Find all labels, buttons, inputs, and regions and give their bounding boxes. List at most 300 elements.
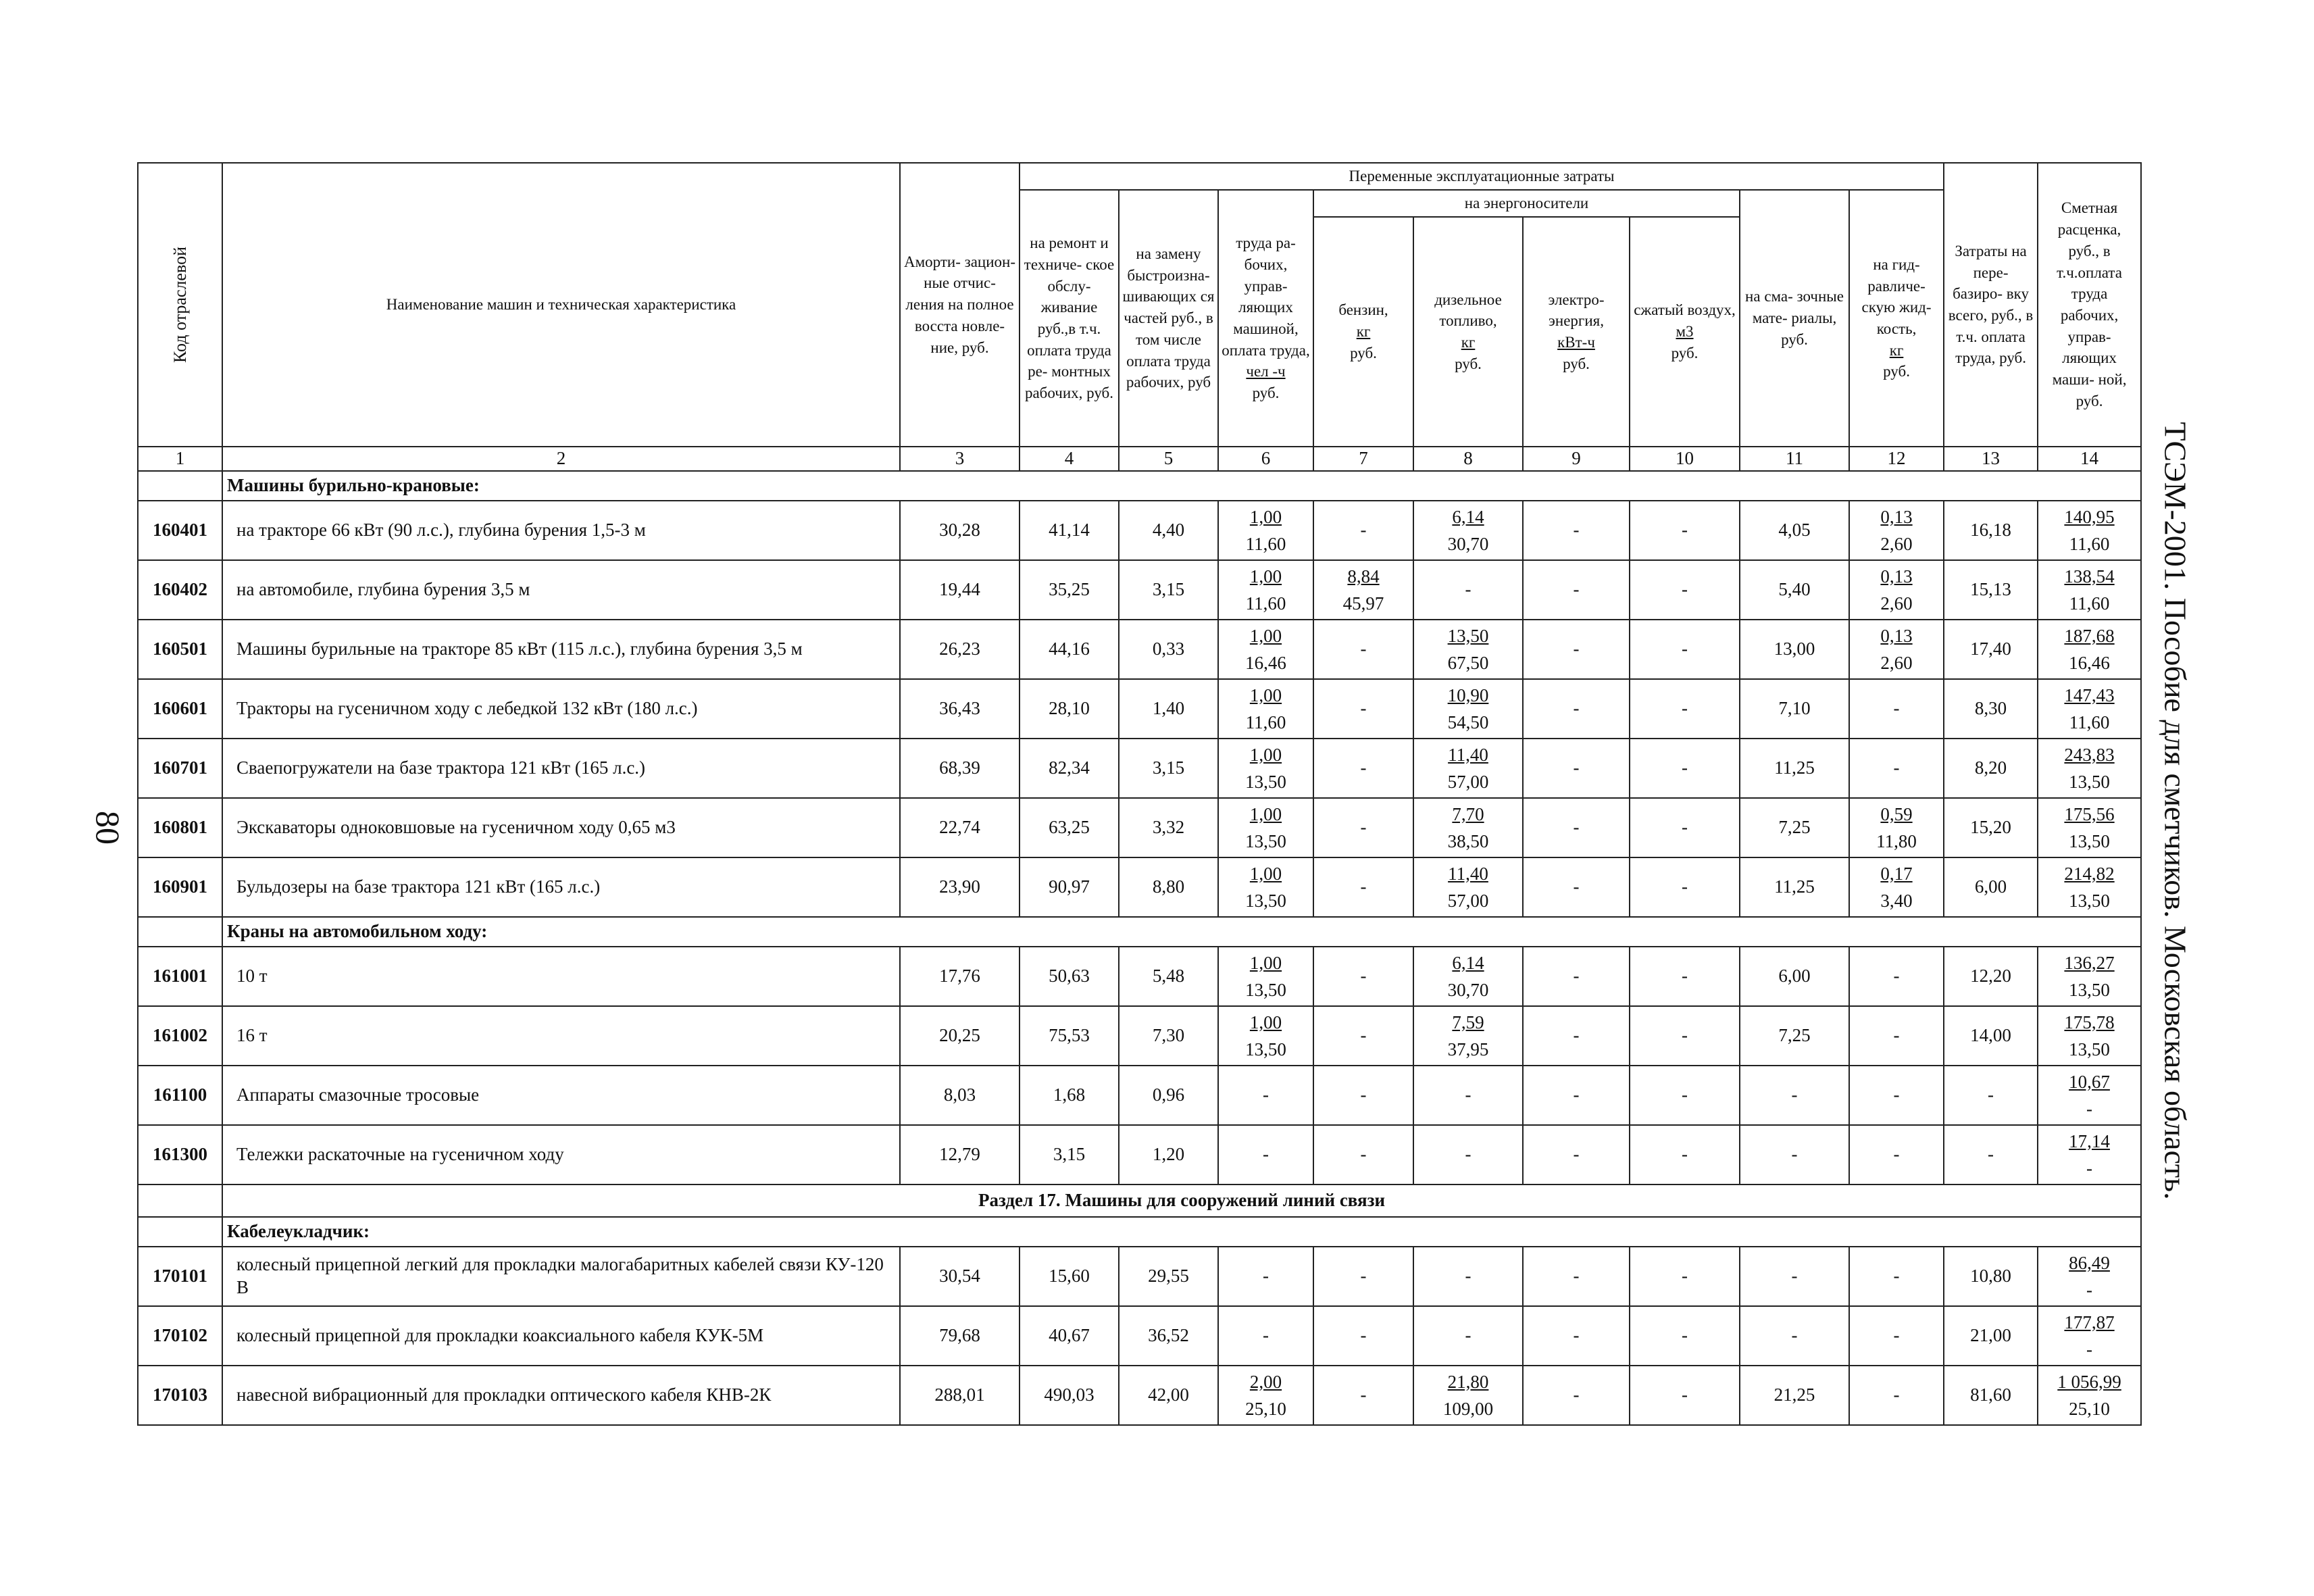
petrol-value: - (1313, 1006, 1413, 1066)
hydraulic-top-value: 0,59 (1880, 803, 1913, 824)
diesel-value: - (1413, 1247, 1523, 1306)
diesel-value: - (1413, 560, 1523, 620)
machine-code: 160701 (138, 739, 222, 798)
amort-value: 23,90 (900, 857, 1020, 917)
header-labor: труда ра- бочих, управ- ляющих машиной, оплата труда, чел -ч руб. (1218, 190, 1313, 447)
estimate-top-value: 1 056,99 (2057, 1371, 2121, 1392)
col-number: 14 (2038, 447, 2141, 471)
labor-value: - (1218, 1306, 1313, 1366)
machine-code: 160801 (138, 798, 222, 857)
air-value: - (1630, 798, 1740, 857)
electric-value: - (1523, 947, 1630, 1006)
machine-name: 16 т (222, 1006, 900, 1066)
machine-code: 160401 (138, 501, 222, 560)
replace-value: 36,52 (1119, 1306, 1218, 1366)
diesel-top-value: 11,40 (1448, 744, 1488, 765)
labor-cell (1218, 501, 1313, 560)
estimate-cell (2038, 1066, 2141, 1125)
hydraulic-top-value: 0,13 (1880, 566, 1913, 587)
diesel-cell (1413, 501, 1523, 560)
estimate-bottom-value: - (2086, 1339, 2093, 1360)
diesel-cell (1413, 1366, 1523, 1425)
air-value: - (1630, 739, 1740, 798)
lubricants-value: - (1740, 1306, 1849, 1366)
section-row (138, 471, 2141, 501)
estimate-cell (2038, 1366, 2141, 1425)
labor-value: - (1218, 1125, 1313, 1184)
replace-value: 4,40 (1119, 501, 1218, 560)
electric-value: - (1523, 1066, 1630, 1125)
estimate-bottom-value: - (2086, 1157, 2093, 1178)
labor-top-value: 1,00 (1249, 803, 1282, 824)
amort-value: 8,03 (900, 1066, 1020, 1125)
machine-name: Аппараты смазочные тросовые (222, 1066, 900, 1125)
table-row (138, 560, 2141, 620)
hydraulic-value: - (1849, 1247, 1944, 1306)
estimate-bottom-value: 11,60 (2069, 593, 2110, 614)
diesel-value: - (1413, 1306, 1523, 1366)
electric-value: - (1523, 739, 1630, 798)
machine-name: Бульдозеры на базе трактора 121 кВт (165 л.с.) (222, 857, 900, 917)
diesel-top-value: 7,70 (1452, 803, 1484, 824)
diesel-cell (1413, 679, 1523, 739)
estimate-bottom-value: 13,50 (2069, 830, 2110, 851)
table-row (138, 947, 2141, 1006)
estimate-bottom-value: 13,50 (2069, 771, 2110, 792)
estimate-top-value: 177,87 (2064, 1312, 2115, 1332)
repair-value: 90,97 (1020, 857, 1119, 917)
petrol-value: - (1313, 947, 1413, 1006)
air-value: - (1630, 1247, 1740, 1306)
table-row (138, 739, 2141, 798)
labor-cell (1218, 857, 1313, 917)
machine-code: 161100 (138, 1066, 222, 1125)
machine-code: 170101 (138, 1247, 222, 1306)
labor-cell (1218, 620, 1313, 679)
header-variable-costs: Переменные эксплуатационные затраты (1020, 163, 1944, 190)
section-code-blank (138, 471, 222, 501)
section-title: Машины бурильно-крановые: (222, 471, 2141, 501)
amort-value: 36,43 (900, 679, 1020, 739)
petrol-value: - (1313, 739, 1413, 798)
electric-value: - (1523, 1125, 1630, 1184)
diesel-cell (1413, 947, 1523, 1006)
repair-value: 82,34 (1020, 739, 1119, 798)
diesel-cell (1413, 620, 1523, 679)
electric-value: - (1523, 1247, 1630, 1306)
header-electric: электро- энергия, кВт-ч руб. (1523, 217, 1630, 447)
electric-value: - (1523, 501, 1630, 560)
electric-value: - (1523, 1006, 1630, 1066)
col-number: 13 (1944, 447, 2038, 471)
header-code: Код отраслевой (138, 163, 222, 447)
amort-value: 20,25 (900, 1006, 1020, 1066)
amort-value: 68,39 (900, 739, 1020, 798)
header-name: Наименование машин и техническая характеристика (222, 163, 900, 447)
air-value: - (1630, 1006, 1740, 1066)
electric-value: - (1523, 857, 1630, 917)
table-row (138, 501, 2141, 560)
hydraulic-top-value: 0,13 (1880, 625, 1913, 646)
header-air: сжатый воздух, м3 руб. (1630, 217, 1740, 447)
relocation-value: 8,20 (1944, 739, 2038, 798)
diesel-bottom-value: 109,00 (1442, 1398, 1494, 1419)
col-number: 11 (1740, 447, 1849, 471)
machine-name: колесный прицепной легкий для прокладки малогабаритных кабелей связи КУ-120 В (222, 1247, 900, 1306)
diesel-bottom-value: 38,50 (1447, 830, 1489, 851)
petrol-value: - (1313, 857, 1413, 917)
relocation-value: 6,00 (1944, 857, 2038, 917)
diesel-top-value: 6,14 (1452, 952, 1484, 973)
air-value: - (1630, 560, 1740, 620)
repair-value: 50,63 (1020, 947, 1119, 1006)
hydraulic-bottom-value: 2,60 (1880, 593, 1913, 614)
replace-value: 3,32 (1119, 798, 1218, 857)
amort-value: 19,44 (900, 560, 1020, 620)
hydraulic-cell (1849, 798, 1944, 857)
replace-value: 0,33 (1119, 620, 1218, 679)
labor-top-value: 1,00 (1249, 952, 1282, 973)
hydraulic-top-value: 0,17 (1880, 863, 1913, 884)
table-row (138, 1125, 2141, 1184)
repair-value: 63,25 (1020, 798, 1119, 857)
hydraulic-value: - (1849, 1306, 1944, 1366)
relocation-value: 21,00 (1944, 1306, 2038, 1366)
labor-cell (1218, 739, 1313, 798)
diesel-top-value: 21,80 (1447, 1371, 1489, 1392)
col-number: 9 (1523, 447, 1630, 471)
estimate-top-value: 147,43 (2064, 684, 2115, 705)
header-repair: на ремонт и техниче- ское обслу- живание руб.,в т.ч. оплата труда ре- монтных рабочих, руб. (1020, 190, 1119, 447)
diesel-bottom-value: 30,70 (1447, 533, 1489, 554)
lubricants-value: 5,40 (1740, 560, 1849, 620)
section-code-blank (138, 917, 222, 947)
amort-value: 22,74 (900, 798, 1020, 857)
electric-value: - (1523, 1366, 1630, 1425)
estimate-bottom-value: - (2086, 1098, 2093, 1119)
hydraulic-cell (1849, 620, 1944, 679)
replace-value: 5,48 (1119, 947, 1218, 1006)
hydraulic-value: - (1849, 1006, 1944, 1066)
estimate-cell (2038, 501, 2141, 560)
estimate-top-value: 175,78 (2064, 1012, 2115, 1032)
estimate-cell (2038, 1006, 2141, 1066)
lubricants-value: - (1740, 1066, 1849, 1125)
labor-bottom-value: 13,50 (1245, 979, 1286, 1000)
machine-code: 170102 (138, 1306, 222, 1366)
hydraulic-bottom-value: 2,60 (1880, 533, 1913, 554)
diesel-bottom-value: 54,50 (1447, 712, 1489, 732)
hydraulic-value: - (1849, 1125, 1944, 1184)
electric-value: - (1523, 560, 1630, 620)
lubricants-value: - (1740, 1125, 1849, 1184)
labor-top-value: 1,00 (1249, 566, 1282, 587)
replace-value: 3,15 (1119, 560, 1218, 620)
diesel-top-value: 13,50 (1447, 625, 1489, 646)
labor-cell (1218, 798, 1313, 857)
estimate-top-value: 243,83 (2064, 744, 2115, 765)
lubricants-value: 21,25 (1740, 1366, 1849, 1425)
estimate-top-value: 175,56 (2064, 803, 2115, 824)
machine-name: колесный прицепной для прокладки коаксиального кабеля КУК-5М (222, 1306, 900, 1366)
machine-code: 160901 (138, 857, 222, 917)
machine-name: Экскаваторы одноковшовые на гусеничном ходу 0,65 м3 (222, 798, 900, 857)
estimate-bottom-value: 11,60 (2069, 712, 2110, 732)
replace-value: 8,80 (1119, 857, 1218, 917)
machine-cost-table (137, 162, 2142, 1426)
diesel-cell (1413, 1006, 1523, 1066)
lubricants-value: 4,05 (1740, 501, 1849, 560)
hydraulic-bottom-value: 11,80 (1876, 830, 1917, 851)
col-number: 5 (1119, 447, 1218, 471)
relocation-value: 12,20 (1944, 947, 2038, 1006)
electric-value: - (1523, 620, 1630, 679)
electric-value: - (1523, 679, 1630, 739)
machine-code: 160601 (138, 679, 222, 739)
labor-bottom-value: 11,60 (1245, 712, 1286, 732)
header-hydraulic: на гид- равличе- скую жид- кость, кг руб. (1849, 190, 1944, 447)
diesel-bottom-value: 37,95 (1447, 1039, 1489, 1059)
amort-value: 26,23 (900, 620, 1020, 679)
labor-top-value: 2,00 (1249, 1371, 1282, 1392)
petrol-value: - (1313, 1306, 1413, 1366)
table-row (138, 857, 2141, 917)
hydraulic-cell (1849, 857, 1944, 917)
amort-value: 30,54 (900, 1247, 1020, 1306)
labor-bottom-value: 13,50 (1245, 771, 1286, 792)
diesel-value: - (1413, 1066, 1523, 1125)
estimate-bottom-value: 25,10 (2069, 1398, 2110, 1419)
repair-value: 44,16 (1020, 620, 1119, 679)
labor-top-value: 1,00 (1249, 625, 1282, 646)
table-row (138, 798, 2141, 857)
petrol-value: - (1313, 620, 1413, 679)
estimate-bottom-value: 16,46 (2069, 652, 2110, 673)
relocation-value: 8,30 (1944, 679, 2038, 739)
diesel-cell (1413, 857, 1523, 917)
replace-value: 7,30 (1119, 1006, 1218, 1066)
header-relocation: Затраты на пере- базиро- вку всего, руб., в т.ч. оплата труда, руб. (1944, 163, 2038, 447)
table-row (138, 620, 2141, 679)
replace-value: 42,00 (1119, 1366, 1218, 1425)
electric-value: - (1523, 798, 1630, 857)
machine-name: Машины бурильные на тракторе 85 кВт (115 л.с.), глубина бурения 3,5 м (222, 620, 900, 679)
petrol-top-value: 8,84 (1347, 566, 1380, 587)
petrol-value: - (1313, 1125, 1413, 1184)
section-code-blank (138, 1217, 222, 1247)
estimate-top-value: 140,95 (2064, 506, 2115, 527)
side-title: ТСЭМ-2001. Пособие для сметчиков. Московская область. (2158, 422, 2193, 1200)
labor-top-value: 1,00 (1249, 1012, 1282, 1032)
table-row (138, 1066, 2141, 1125)
replace-value: 1,20 (1119, 1125, 1218, 1184)
air-value: - (1630, 1306, 1740, 1366)
diesel-cell (1413, 739, 1523, 798)
estimate-cell (2038, 1306, 2141, 1366)
petrol-value: - (1313, 679, 1413, 739)
lubricants-value: 7,10 (1740, 679, 1849, 739)
diesel-bottom-value: 57,00 (1447, 890, 1489, 911)
labor-value: - (1218, 1066, 1313, 1125)
relocation-value: 15,20 (1944, 798, 2038, 857)
estimate-cell (2038, 947, 2141, 1006)
air-value: - (1630, 679, 1740, 739)
petrol-value: - (1313, 501, 1413, 560)
estimate-cell (2038, 1125, 2141, 1184)
estimate-cell (2038, 739, 2141, 798)
replace-value: 0,96 (1119, 1066, 1218, 1125)
estimate-top-value: 17,14 (2069, 1130, 2110, 1151)
col-number: 3 (900, 447, 1020, 471)
labor-cell (1218, 560, 1313, 620)
repair-value: 75,53 (1020, 1006, 1119, 1066)
diesel-value: - (1413, 1125, 1523, 1184)
section-row (138, 1217, 2141, 1247)
amort-value: 12,79 (900, 1125, 1020, 1184)
table-row (138, 1306, 2141, 1366)
hydraulic-cell (1849, 560, 1944, 620)
machine-code: 161300 (138, 1125, 222, 1184)
relocation-value: 10,80 (1944, 1247, 2038, 1306)
relocation-value: 15,13 (1944, 560, 2038, 620)
machine-code: 170103 (138, 1366, 222, 1425)
table-row (138, 1006, 2141, 1066)
hydraulic-bottom-value: 2,60 (1880, 652, 1913, 673)
replace-value: 3,15 (1119, 739, 1218, 798)
lubricants-value: 11,25 (1740, 857, 1849, 917)
air-value: - (1630, 1066, 1740, 1125)
repair-value: 490,03 (1020, 1366, 1119, 1425)
column-number-row (138, 447, 2141, 471)
diesel-top-value: 10,90 (1447, 684, 1489, 705)
estimate-top-value: 10,67 (2069, 1071, 2110, 1092)
replace-value: 29,55 (1119, 1247, 1218, 1306)
relocation-value: 81,60 (1944, 1366, 2038, 1425)
estimate-bottom-value: 13,50 (2069, 979, 2110, 1000)
labor-bottom-value: 11,60 (1245, 533, 1286, 554)
petrol-cell (1313, 560, 1413, 620)
hydraulic-cell (1849, 501, 1944, 560)
section-title: Краны на автомобильном ходу: (222, 917, 2141, 947)
machine-name: Сваепогружатели на базе трактора 121 кВт (165 л.с.) (222, 739, 900, 798)
labor-cell (1218, 1006, 1313, 1066)
air-value: - (1630, 947, 1740, 1006)
part-title: Раздел 17. Машины для сооружений линий связи (222, 1184, 2141, 1217)
header-petrol: бензин, кг руб. (1313, 217, 1413, 447)
labor-cell (1218, 1366, 1313, 1425)
repair-value: 35,25 (1020, 560, 1119, 620)
col-number: 6 (1218, 447, 1313, 471)
col-number: 12 (1849, 447, 1944, 471)
estimate-bottom-value: 13,50 (2069, 1039, 2110, 1059)
repair-value: 1,68 (1020, 1066, 1119, 1125)
estimate-cell (2038, 1247, 2141, 1306)
machine-code: 160501 (138, 620, 222, 679)
estimate-top-value: 86,49 (2069, 1252, 2110, 1273)
hydraulic-value: - (1849, 739, 1944, 798)
amort-value: 79,68 (900, 1306, 1020, 1366)
col-number: 2 (222, 447, 900, 471)
relocation-value: - (1944, 1125, 2038, 1184)
replace-value: 1,40 (1119, 679, 1218, 739)
repair-value: 41,14 (1020, 501, 1119, 560)
estimate-cell (2038, 560, 2141, 620)
header-lubricants: на сма- зочные мате- риалы, руб. (1740, 190, 1849, 447)
machine-code: 161002 (138, 1006, 222, 1066)
repair-value: 28,10 (1020, 679, 1119, 739)
repair-value: 40,67 (1020, 1306, 1119, 1366)
hydraulic-bottom-value: 3,40 (1880, 890, 1913, 911)
lubricants-value: 6,00 (1740, 947, 1849, 1006)
section-title: Кабелеукладчик: (222, 1217, 2141, 1247)
lubricants-value: 7,25 (1740, 1006, 1849, 1066)
part-code-blank (138, 1184, 222, 1217)
labor-value: - (1218, 1247, 1313, 1306)
diesel-top-value: 6,14 (1452, 506, 1484, 527)
hydraulic-value: - (1849, 1366, 1944, 1425)
diesel-top-value: 7,59 (1452, 1012, 1484, 1032)
estimate-cell (2038, 857, 2141, 917)
table-row (138, 1247, 2141, 1306)
petrol-value: - (1313, 1066, 1413, 1125)
estimate-top-value: 187,68 (2064, 625, 2115, 646)
amort-value: 288,01 (900, 1366, 1020, 1425)
header-diesel: дизельное топливо, кг руб. (1413, 217, 1523, 447)
diesel-top-value: 11,40 (1448, 863, 1488, 884)
machine-code: 161001 (138, 947, 222, 1006)
estimate-cell (2038, 679, 2141, 739)
machine-name: на автомобиле, глубина бурения 3,5 м (222, 560, 900, 620)
col-number: 7 (1313, 447, 1413, 471)
machine-code: 160402 (138, 560, 222, 620)
hydraulic-value: - (1849, 1066, 1944, 1125)
air-value: - (1630, 1366, 1740, 1425)
table-row (138, 679, 2141, 739)
labor-bottom-value: 13,50 (1245, 890, 1286, 911)
petrol-bottom-value: 45,97 (1342, 593, 1384, 614)
air-value: - (1630, 620, 1740, 679)
petrol-value: - (1313, 1247, 1413, 1306)
col-number: 10 (1630, 447, 1740, 471)
estimate-top-value: 214,82 (2064, 863, 2115, 884)
air-value: - (1630, 1125, 1740, 1184)
labor-bottom-value: 13,50 (1245, 830, 1286, 851)
machine-name: Тележки раскаточные на гусеничном ходу (222, 1125, 900, 1184)
lubricants-value: - (1740, 1247, 1849, 1306)
machine-name: навесной вибрационный для прокладки оптического кабеля КНВ-2К (222, 1366, 900, 1425)
labor-bottom-value: 11,60 (1245, 593, 1286, 614)
air-value: - (1630, 857, 1740, 917)
estimate-top-value: 138,54 (2064, 566, 2115, 587)
header-replace: на замену быстроизна- шивающих ся частей руб., в том числе оплата труда рабочих, руб (1119, 190, 1218, 447)
labor-top-value: 1,00 (1249, 684, 1282, 705)
machine-name: на тракторе 66 кВт (90 л.с.), глубина бурения 1,5-3 м (222, 501, 900, 560)
hydraulic-value: - (1849, 947, 1944, 1006)
labor-cell (1218, 947, 1313, 1006)
repair-value: 15,60 (1020, 1247, 1119, 1306)
hydraulic-value: - (1849, 679, 1944, 739)
estimate-cell (2038, 620, 2141, 679)
labor-bottom-value: 25,10 (1245, 1398, 1286, 1419)
electric-value: - (1523, 1306, 1630, 1366)
estimate-bottom-value: 13,50 (2069, 890, 2110, 911)
diesel-bottom-value: 67,50 (1447, 652, 1489, 673)
amort-value: 17,76 (900, 947, 1020, 1006)
header-energy: на энергоносители (1313, 190, 1740, 217)
section-row (138, 917, 2141, 947)
machine-name: 10 т (222, 947, 900, 1006)
labor-top-value: 1,00 (1249, 506, 1282, 527)
